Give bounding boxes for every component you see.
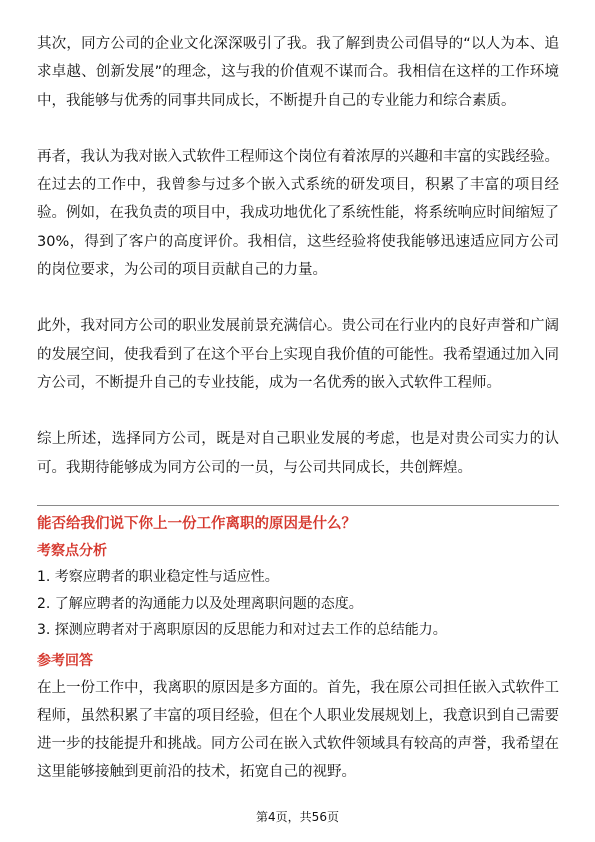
analysis-item: 3. 探测应聘者对于离职原因的反思能力和对过去工作的总结能力。 bbox=[37, 622, 447, 638]
question-title: 能否给我们说下你上一份工作离职的原因是什么？ bbox=[37, 516, 356, 532]
interview-question-section bbox=[37, 510, 559, 786]
body-text bbox=[37, 30, 559, 482]
paragraph-prospects: 此外，我对同方公司的职业发展前景充满信心。贵公司在行业内的良好声誉和广阔的发展空间，使我看到了在这个平台上实现自我价值的可能性。我希望通过加入同方公司，不断提升自己的专业技能，成为一名优秀的嵌入式软件工程师。 bbox=[37, 318, 559, 391]
analysis-item: 2. 了解应聘者的沟通能力以及处理离职问题的态度。 bbox=[37, 595, 363, 612]
paragraph-culture: 其次，同方公司的企业文化深深吸引了我。我了解到贵公司倡导的“以人为本、追求卓越、创新发展”的理念，这与我的价值观不谋而合。我相信在这样的工作环境中，我能够与优秀的同事共同成长，不断提升自己的专业能力和综合素质。 bbox=[37, 36, 559, 109]
paragraph-experience: 再者，我认为我对嵌入式软件工程师这个岗位有着浓厚的兴趣和丰富的实践经验。在过去的工作中，我曾参与过多个嵌入式系统的研发项目，积累了丰富的项目经验。例如，在我负责的项目中，我成功地优化了系统性能，将系统响应时间缩短了30%，得到了客户的高度评价。我相信，这些经验将使我能够迅速适应同方公司的岗位要求，为公司的项目贡献自己的力量。 bbox=[37, 148, 559, 279]
answer-heading: 参考回答 bbox=[37, 652, 93, 669]
analysis-item: 1. 考察应聘者的职业稳定性与适应性。 bbox=[37, 569, 279, 585]
page-number: 第4页，共56页 bbox=[256, 810, 339, 824]
section-divider bbox=[37, 505, 559, 506]
analysis-heading: 考察点分析 bbox=[37, 543, 107, 559]
answer-text: 在上一份工作中，我离职的原因是多方面的。首先，我在原公司担任嵌入式软件工程师，虽然积累了丰富的项目经验，但在个人职业发展规划上，我意识到自己需要进一步的技能提升和挑战。同方公司在嵌入式软件领域具有较高的声誉，我希望在这里能够接触到更前沿的技术，拓宽自己的视野。 bbox=[37, 679, 559, 780]
paragraph-summary: 综上所述，选择同方公司，既是对自己职业发展的考虑，也是对贵公司实力的认可。我期待能够成为同方公司的一员，与公司共同成长，共创辉煌。 bbox=[37, 431, 559, 476]
